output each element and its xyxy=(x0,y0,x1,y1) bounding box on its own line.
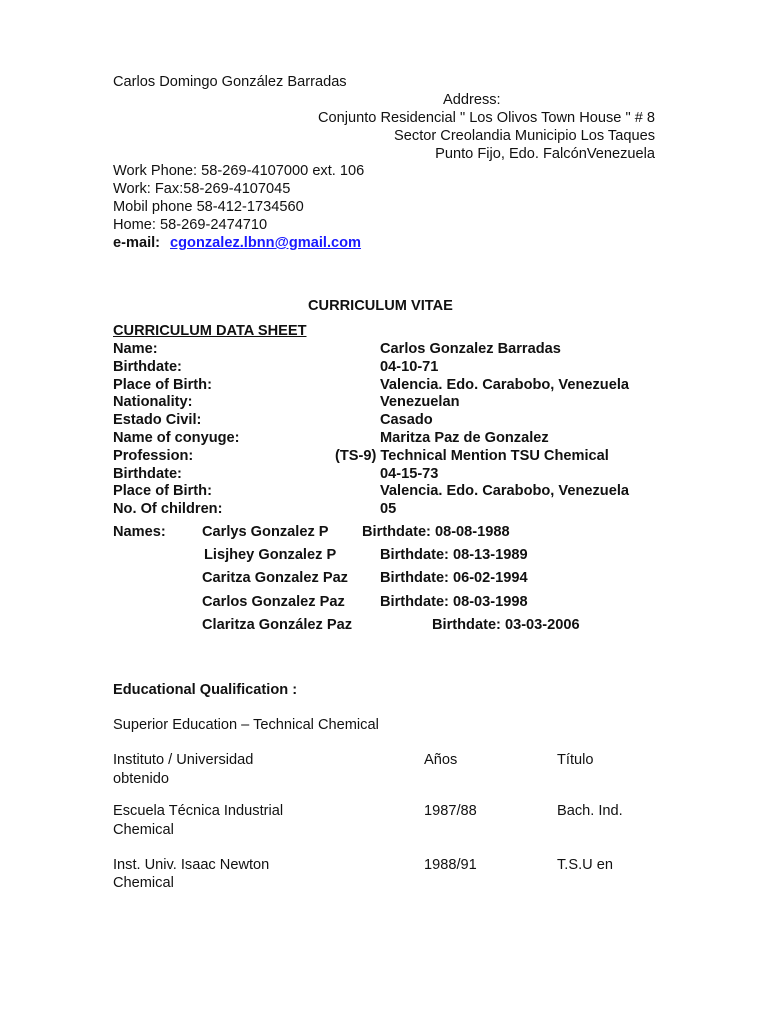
child-name: Claritza González Paz xyxy=(202,617,353,633)
column-header-years: Años xyxy=(424,752,458,768)
field-label: No. Of children: xyxy=(113,501,223,517)
institution-name-wrap: Chemical xyxy=(113,875,174,891)
field-value: (TS-9) Technical Mention TSU Chemical xyxy=(335,448,609,464)
field-label: Name of conyuge: xyxy=(113,430,240,446)
field-value: 05 xyxy=(380,501,397,517)
field-value: Venezuelan xyxy=(380,394,460,410)
field-label: Name: xyxy=(113,341,158,357)
column-header-title: Título xyxy=(557,752,594,768)
cv-title: CURRICULUM VITAE xyxy=(308,298,453,314)
address-label: Address: xyxy=(443,92,501,108)
field-label: Place of Birth: xyxy=(113,483,212,499)
child-name: Lisjhey Gonzalez P xyxy=(204,547,337,563)
field-label: Birthdate: xyxy=(113,359,182,375)
email-link[interactable]: cgonzalez.lbnn@gmail.com xyxy=(170,235,362,251)
child-birthdate: Birthdate: 06-02-1994 xyxy=(380,570,528,586)
education-heading: Educational Qualification : xyxy=(113,682,298,698)
field-label: Estado Civil: xyxy=(113,412,202,428)
institution-name: Escuela Técnica Industrial xyxy=(113,803,284,819)
field-value: Valencia. Edo. Carabobo, Venezuela xyxy=(380,483,629,499)
degree-title: T.S.U en xyxy=(557,857,613,873)
children-label: Names: xyxy=(113,524,166,540)
email-label: e-mail: xyxy=(113,235,161,251)
child-birthdate: Birthdate: 03-03-2006 xyxy=(432,617,580,633)
address-line-2: Sector Creolandia Municipio Los Taques xyxy=(394,128,655,144)
child-name: Carlys Gonzalez P xyxy=(202,524,329,540)
field-value: Valencia. Edo. Carabobo, Venezuela xyxy=(380,377,629,393)
mobile-phone: Mobil phone 58-412-1734560 xyxy=(113,199,304,215)
field-label: Nationality: xyxy=(113,394,193,410)
child-birthdate: Birthdate: 08-08-1988 xyxy=(362,524,510,540)
address-line-3: Punto Fijo, Edo. FalcónVenezuela xyxy=(435,146,655,162)
work-phone: Work Phone: 58-269-4107000 ext. 106 xyxy=(113,163,365,179)
field-value: 04-15-73 xyxy=(380,466,439,482)
child-birthdate: Birthdate: 08-03-1998 xyxy=(380,594,528,610)
column-header-institution: Instituto / Universidad xyxy=(113,752,254,768)
institution-name: Inst. Univ. Isaac Newton xyxy=(113,857,270,873)
address-line-1: Conjunto Residencial " Los Olivos Town House " # 8 xyxy=(317,110,655,126)
full-name: Carlos Domingo González Barradas xyxy=(113,74,347,90)
field-value: Maritza Paz de Gonzalez xyxy=(380,430,549,446)
work-fax: Work: Fax:58-269-4107045 xyxy=(113,181,291,197)
field-value: 04-10-71 xyxy=(380,359,439,375)
column-header-wrap: obtenido xyxy=(113,771,169,787)
child-name: Caritza Gonzalez Paz xyxy=(202,570,348,586)
field-label: Place of Birth: xyxy=(113,377,212,393)
home-phone: Home: 58-269-2474710 xyxy=(113,217,268,233)
data-sheet-heading: CURRICULUM DATA SHEET xyxy=(113,323,307,339)
degree-title: Bach. Ind. xyxy=(557,803,623,819)
field-label: Profession: xyxy=(113,448,194,464)
years: 1987/88 xyxy=(424,803,477,819)
years: 1988/91 xyxy=(424,857,477,873)
field-label: Birthdate: xyxy=(113,466,182,482)
field-value: Casado xyxy=(380,412,433,428)
child-name: Carlos Gonzalez Paz xyxy=(202,594,345,610)
child-birthdate: Birthdate: 08-13-1989 xyxy=(380,547,528,563)
education-subheading: Superior Education – Technical Chemical xyxy=(113,717,379,733)
institution-name-wrap: Chemical xyxy=(113,822,174,838)
field-value: Carlos Gonzalez Barradas xyxy=(380,341,561,357)
